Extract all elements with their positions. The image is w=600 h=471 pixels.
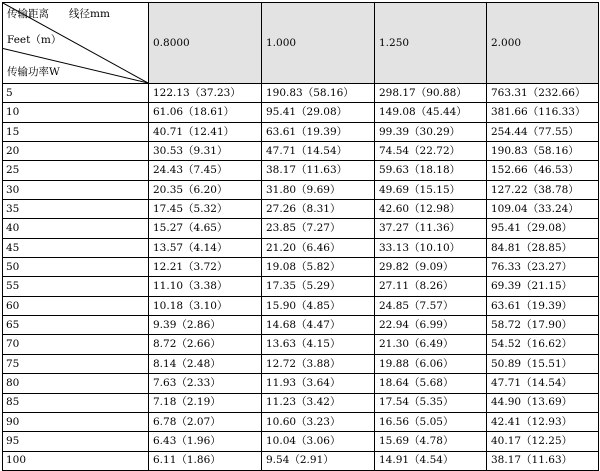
- distance-cell: 14.68（4.47）: [262, 316, 375, 335]
- table-row: [3, 161, 599, 180]
- distance-cell: 19.88（6.06）: [375, 354, 487, 373]
- distance-cell: 109.04（33.24）: [487, 200, 599, 219]
- distance-cell: 20.35（6.20）: [149, 180, 262, 199]
- distance-cell: 37.27（11.36）: [375, 219, 487, 238]
- power-cell: 90: [3, 412, 149, 431]
- table-row: [3, 258, 599, 277]
- distance-cell: 22.94（6.99）: [375, 316, 487, 335]
- distance-cell: 17.35（5.29）: [262, 277, 375, 296]
- distance-cell: 58.72（17.90）: [487, 316, 599, 335]
- power-cell: 75: [3, 354, 149, 373]
- table-row: [3, 432, 599, 451]
- power-cell: 85: [3, 393, 149, 412]
- gauge-header-cell: 1.250: [375, 3, 487, 84]
- distance-cell: 298.17（90.88）: [375, 84, 487, 103]
- table-row: [3, 451, 599, 470]
- distance-cell: 50.89（15.51）: [487, 354, 599, 373]
- distance-cell: 9.39（2.86）: [149, 316, 262, 335]
- distance-cell: 29.82（9.09）: [375, 258, 487, 277]
- power-cell: 30: [3, 180, 149, 199]
- diagonal-header-cell: [3, 3, 149, 84]
- distance-cell: 7.18（2.19）: [149, 393, 262, 412]
- distance-cell: 12.21（3.72）: [149, 258, 262, 277]
- distance-cell: 21.20（6.46）: [262, 238, 375, 257]
- distance-cell: 24.43（7.45）: [149, 161, 262, 180]
- distance-cell: 14.91（4.54）: [375, 451, 487, 470]
- power-cell: 70: [3, 335, 149, 354]
- power-cell: 10: [3, 103, 149, 122]
- gauge-header-cell: 0.8000: [149, 3, 262, 84]
- distance-cell: 38.17（11.63）: [487, 451, 599, 470]
- table-row: [3, 219, 599, 238]
- distance-cell: 10.18（3.10）: [149, 296, 262, 315]
- power-cell: 45: [3, 238, 149, 257]
- distance-cell: 30.53（9.31）: [149, 142, 262, 161]
- power-cell: 35: [3, 200, 149, 219]
- distance-cell: 44.90（13.69）: [487, 393, 599, 412]
- power-label: 传输功率W: [7, 66, 60, 78]
- distance-cell: 33.13（10.10）: [375, 238, 487, 257]
- table-row: [3, 316, 599, 335]
- power-cell: 15: [3, 122, 149, 141]
- distance-cell: 122.13（37.23）: [149, 84, 262, 103]
- table-row: [3, 238, 599, 257]
- distance-cell: 13.63（4.15）: [262, 335, 375, 354]
- distance-cell: 69.39（21.15）: [487, 277, 599, 296]
- distance-cell: 84.81（28.85）: [487, 238, 599, 257]
- power-cell: 65: [3, 316, 149, 335]
- distance-cell: 11.10（3.38）: [149, 277, 262, 296]
- distance-cell: 11.93（3.64）: [262, 374, 375, 393]
- distance-cell: 40.17（12.25）: [487, 432, 599, 451]
- distance-cell: 190.83（58.16）: [487, 142, 599, 161]
- distance-cell: 19.08（5.82）: [262, 258, 375, 277]
- power-cell: 50: [3, 258, 149, 277]
- distance-cell: 190.83（58.16）: [262, 84, 375, 103]
- distance-cell: 27.26（8.31）: [262, 200, 375, 219]
- distance-label: 传输距离: [7, 8, 49, 20]
- distance-cell: 95.41（29.08）: [262, 103, 375, 122]
- distance-cell: 15.27（4.65）: [149, 219, 262, 238]
- power-cell: 60: [3, 296, 149, 315]
- distance-cell: 49.69（15.15）: [375, 180, 487, 199]
- distance-cell: 149.08（45.44）: [375, 103, 487, 122]
- table-row: [3, 103, 599, 122]
- table-row: [3, 200, 599, 219]
- table-row: [3, 374, 599, 393]
- distance-cell: 8.14（2.48）: [149, 354, 262, 373]
- distance-cell: 27.11（8.26）: [375, 277, 487, 296]
- gauge-header-cell: 1.000: [262, 3, 375, 84]
- distance-cell: 18.64（5.68）: [375, 374, 487, 393]
- power-cell: 95: [3, 432, 149, 451]
- header-row: [3, 3, 599, 84]
- power-cell: 55: [3, 277, 149, 296]
- distance-cell: 8.72（2.66）: [149, 335, 262, 354]
- distance-cell: 254.44（77.55）: [487, 122, 599, 141]
- table-row: [3, 412, 599, 431]
- distance-cell: 6.43（1.96）: [149, 432, 262, 451]
- distance-cell: 763.31（232.66）: [487, 84, 599, 103]
- transmission-distance-table: [2, 2, 599, 471]
- distance-cell: 10.04（3.06）: [262, 432, 375, 451]
- distance-cell: 17.45（5.32）: [149, 200, 262, 219]
- power-cell: 25: [3, 161, 149, 180]
- distance-cell: 59.63（18.18）: [375, 161, 487, 180]
- distance-cell: 42.60（12.98）: [375, 200, 487, 219]
- distance-cell: 13.57（4.14）: [149, 238, 262, 257]
- table-row: [3, 84, 599, 103]
- distance-cell: 15.90（4.85）: [262, 296, 375, 315]
- table-row: [3, 180, 599, 199]
- distance-cell: 16.56（5.05）: [375, 412, 487, 431]
- distance-cell: 11.23（3.42）: [262, 393, 375, 412]
- power-cell: 20: [3, 142, 149, 161]
- distance-cell: 95.41（29.08）: [487, 219, 599, 238]
- distance-cell: 47.71（14.54）: [487, 374, 599, 393]
- feet-unit-label: Feet（m）: [7, 34, 62, 46]
- distance-cell: 63.61（19.39）: [262, 122, 375, 141]
- distance-cell: 74.54（22.72）: [375, 142, 487, 161]
- distance-cell: 63.61（19.39）: [487, 296, 599, 315]
- power-cell: 40: [3, 219, 149, 238]
- table-row: [3, 142, 599, 161]
- distance-cell: 17.54（5.35）: [375, 393, 487, 412]
- distance-cell: 6.11（1.86）: [149, 451, 262, 470]
- distance-cell: 40.71（12.41）: [149, 122, 262, 141]
- distance-cell: 47.71（14.54）: [262, 142, 375, 161]
- distance-cell: 61.06（18.61）: [149, 103, 262, 122]
- distance-cell: 381.66（116.33）: [487, 103, 599, 122]
- power-cell: 5: [3, 84, 149, 103]
- distance-cell: 127.22（38.78）: [487, 180, 599, 199]
- gauge-header-cell: 2.000: [487, 3, 599, 84]
- distance-cell: 15.69（4.78）: [375, 432, 487, 451]
- power-cell: 100: [3, 451, 149, 470]
- table-body: [3, 3, 599, 471]
- distance-cell: 76.33（23.27）: [487, 258, 599, 277]
- distance-cell: 7.63（2.33）: [149, 374, 262, 393]
- distance-cell: 152.66（46.53）: [487, 161, 599, 180]
- table-row: [3, 122, 599, 141]
- distance-cell: 54.52（16.62）: [487, 335, 599, 354]
- distance-cell: 9.54（2.91）: [262, 451, 375, 470]
- wire-gauge-label: 线径mm: [69, 8, 110, 20]
- table-row: [3, 296, 599, 315]
- distance-cell: 38.17（11.63）: [262, 161, 375, 180]
- table-row: [3, 354, 599, 373]
- distance-cell: 21.30（6.49）: [375, 335, 487, 354]
- distance-cell: 42.41（12.93）: [487, 412, 599, 431]
- table-row: [3, 277, 599, 296]
- distance-cell: 6.78（2.07）: [149, 412, 262, 431]
- distance-cell: 10.60（3.23）: [262, 412, 375, 431]
- power-cell: 80: [3, 374, 149, 393]
- distance-cell: 23.85（7.27）: [262, 219, 375, 238]
- distance-cell: 12.72（3.88）: [262, 354, 375, 373]
- table-row: [3, 335, 599, 354]
- distance-cell: 24.85（7.57）: [375, 296, 487, 315]
- distance-cell: 31.80（9.69）: [262, 180, 375, 199]
- table-row: [3, 393, 599, 412]
- distance-cell: 99.39（30.29）: [375, 122, 487, 141]
